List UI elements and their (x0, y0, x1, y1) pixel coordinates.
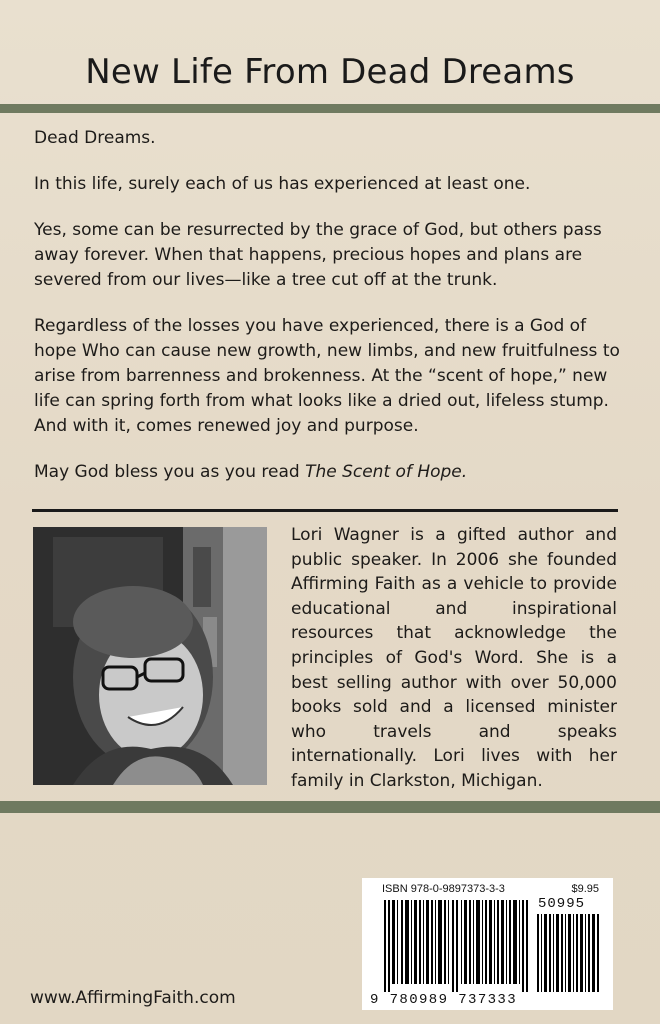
blurb-paragraph-4: Regardless of the losses you have experienced, there is a God of hope Who can cause new growth, new limbs, and new fruitfulness to arise from barrenness and brokenness. At the “scent of hope,” new life can spring forth from what looks like a dried out, lifeless stump. And with it, comes renewed joy and purpose. (34, 316, 620, 436)
barcode-panel (362, 878, 613, 1010)
price-addon-digits: 50995 (538, 896, 586, 912)
author-portrait-image (33, 527, 267, 785)
isbn-label: ISBN 978-0-9897373-3-3 (382, 883, 505, 895)
top-accent-band (0, 104, 660, 113)
ean-digits: 9 780989 737333 (370, 992, 518, 1008)
author-photo (33, 527, 267, 785)
blurb-paragraph-2: In this life, surely each of us has experienced at least one. (34, 174, 531, 194)
book-title-italic: The Scent of Hope. (305, 462, 468, 482)
website-link[interactable]: www.AffirmingFaith.com (30, 988, 236, 1008)
blurb-text (34, 126, 624, 506)
blurb-paragraph-3: Yes, some can be resurrected by the grace of God, but others pass away forever. When that happens, precious hopes and plans are severed from our lives—like a tree cut off at the trunk. (34, 220, 602, 290)
addon-barcode (536, 914, 600, 992)
cover-title: New Life From Dead Dreams (85, 52, 575, 92)
blurb-paragraph-1: Dead Dreams. (34, 128, 156, 148)
bottom-accent-band (0, 801, 660, 813)
blurb-paragraph-5 (34, 460, 624, 485)
section-divider (32, 509, 618, 512)
ean-barcode (382, 900, 532, 992)
author-bio: Lori Wagner is a gifted author and public speaker. In 2006 she founded Affirming Faith as a vehicle to provide educational and inspirational resources that acknowledge the principles of God's Word. She is a best selling author with over 50,000 books sold and a licensed minister who travels and speaks internationally. Lori lives with her family in Clarkston, Michigan. (291, 525, 617, 791)
blessing-text: May God bless you as you read (34, 462, 306, 482)
price-label: $9.95 (571, 883, 599, 895)
